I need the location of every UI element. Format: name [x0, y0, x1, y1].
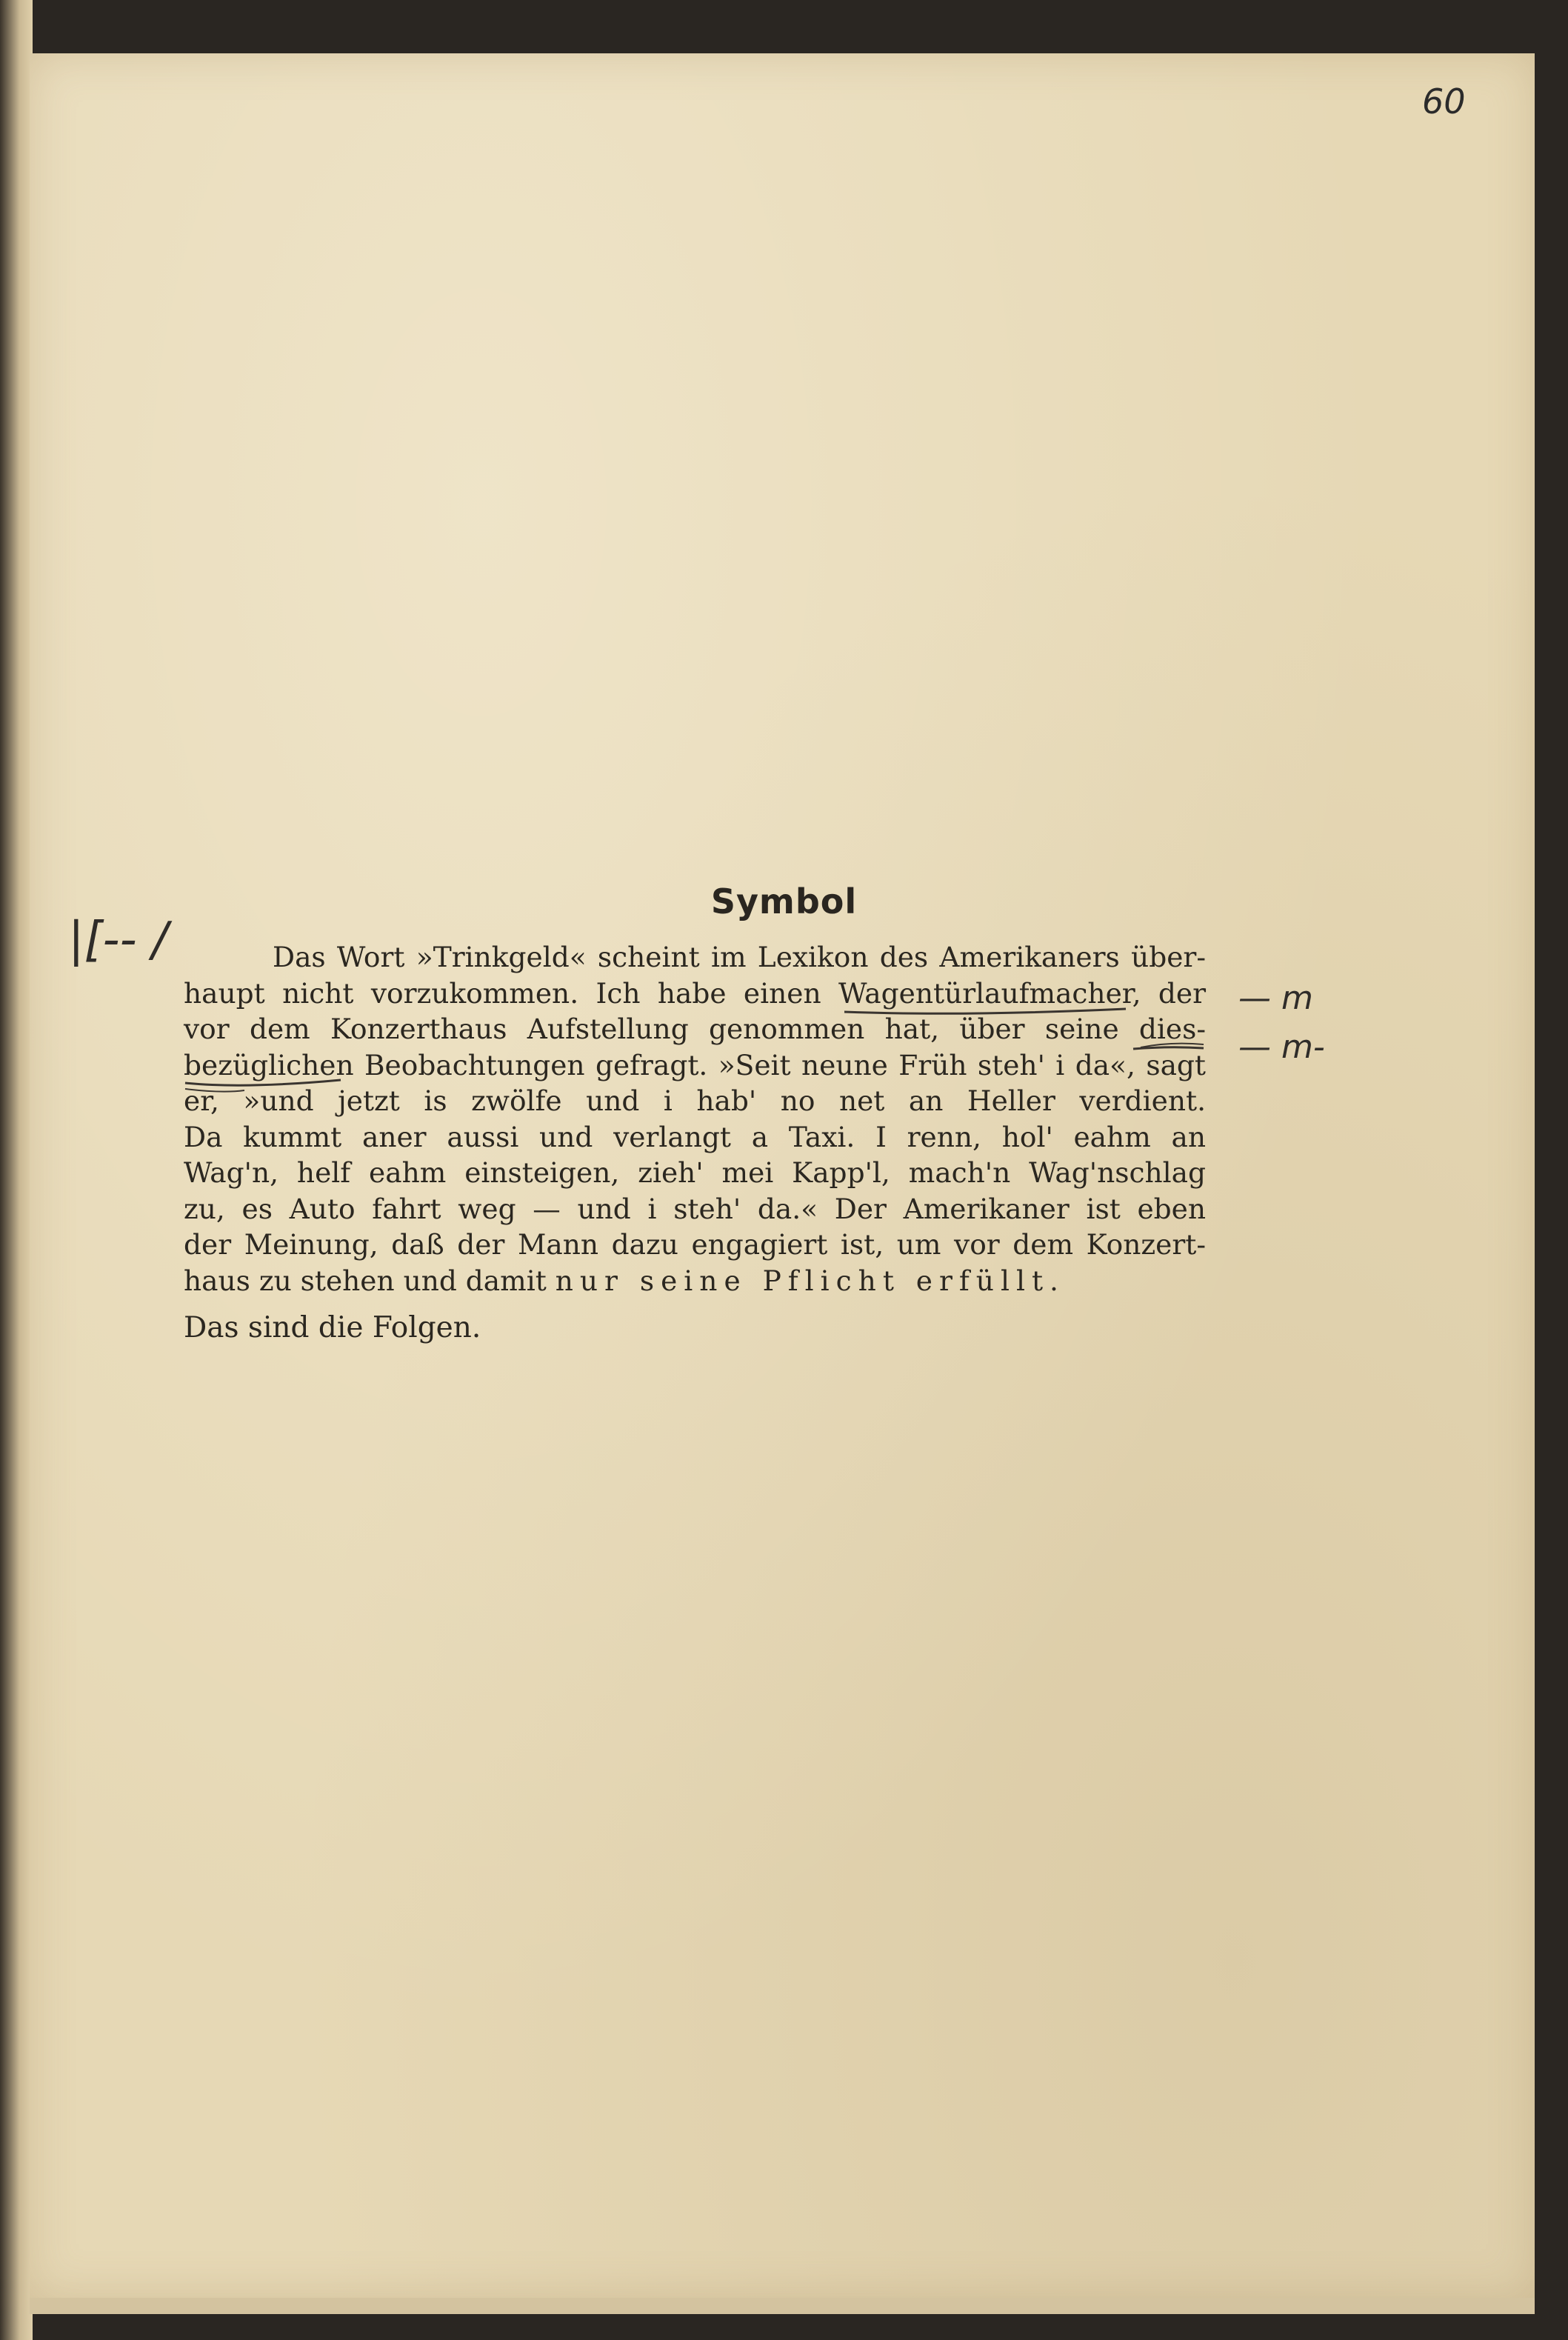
body-paragraph — [184, 939, 1206, 1299]
handwritten-right-mark-1: — m — [1238, 979, 1313, 1017]
paragraph-line: bezüglichen Beobachtungen gefragt. »Seit neune Früh steh' i da«, sagt — [184, 1048, 1206, 1081]
last-line-suffix: . — [1050, 1264, 1058, 1297]
handwritten-left-mark: |[-- / — [68, 913, 168, 967]
paragraph-line: vor dem Konzerthaus Aufstellung genommen hat, über seine dies- — [184, 1013, 1206, 1045]
page-title: Symbol — [710, 881, 858, 921]
page-number: 60 — [1422, 81, 1466, 121]
last-line-prefix: haus zu stehen und damit — [184, 1264, 556, 1297]
page-edge — [30, 2298, 1535, 2314]
paragraph-line: Wag'n, helf eahm einsteigen, zieh' mei Kapp'l, mach'n Wag'nschlag — [184, 1156, 1206, 1189]
paragraph-line: der Meinung, daß der Mann dazu engagiert ist, um vor dem Konzert- — [184, 1228, 1206, 1261]
conclusion-line: Das sind die Folgen. — [184, 1311, 481, 1344]
paragraph-line: zu, es Auto fahrt weg — und i steh' da.« Der Amerikaner ist eben — [184, 1192, 1206, 1225]
paragraph-last-line — [184, 1263, 1206, 1299]
paragraph-line: Da kummt aner aussi und verlangt a Taxi. I renn, hol' eahm an — [184, 1120, 1206, 1153]
paragraph-line: er, »und jetzt is zwölfe und i hab' no net an Heller verdient. — [184, 1084, 1206, 1117]
paragraph-line: haupt nicht vorzukommen. Ich habe einen Wagentürlaufmacher, der — [184, 976, 1206, 1010]
spaced-emphasis: nur seine Pflicht erfüllt — [555, 1264, 1050, 1297]
paragraph-line: Das Wort »Trinkgeld« scheint im Lexikon des Amerikaners über- — [273, 941, 1206, 973]
book-binding — [0, 0, 33, 2340]
handwritten-right-mark-2: — m- — [1238, 1028, 1325, 1066]
